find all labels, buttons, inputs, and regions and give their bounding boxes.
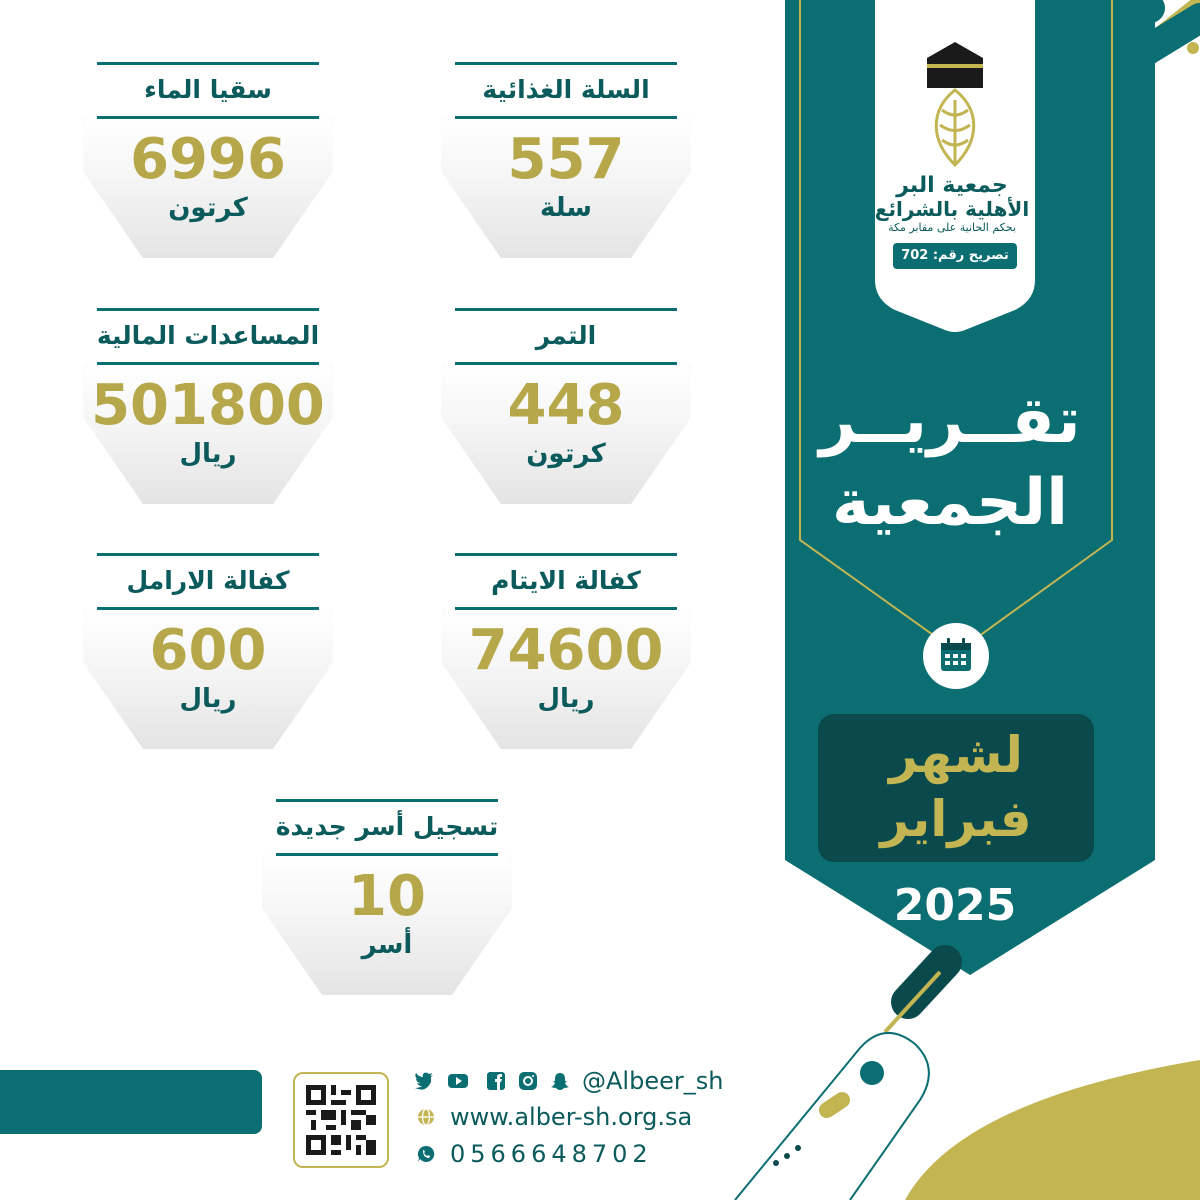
card-divider-top xyxy=(455,308,677,311)
snapchat-icon[interactable] xyxy=(550,1072,570,1090)
stat-label: تسجيل أسر جديدة xyxy=(275,812,499,841)
stat-card-water xyxy=(83,62,333,262)
card-divider-top xyxy=(97,308,319,311)
whatsapp-icon xyxy=(416,1145,436,1163)
youtube-icon[interactable] xyxy=(448,1072,468,1090)
instagram-icon[interactable] xyxy=(518,1072,538,1090)
facebook-icon[interactable] xyxy=(486,1072,506,1090)
calendar-badge xyxy=(923,623,989,689)
phone-number[interactable]: 0566648702 xyxy=(450,1140,653,1168)
stat-value: 74600 xyxy=(468,618,664,683)
stat-unit: ريال xyxy=(179,439,237,469)
org-name-line1: جمعية البر xyxy=(896,173,1008,198)
card-divider-top xyxy=(455,62,677,65)
qr-code[interactable] xyxy=(293,1072,389,1168)
globe-icon xyxy=(416,1108,436,1126)
twitter-icon[interactable] xyxy=(414,1072,434,1090)
stat-value: 448 xyxy=(507,373,625,438)
card-divider-mid xyxy=(455,362,677,365)
card-divider-top xyxy=(97,553,319,556)
stat-unit: ريال xyxy=(179,684,237,714)
report-title-line1: تقــريــر xyxy=(819,384,1081,458)
card-divider-mid xyxy=(97,116,319,119)
report-year: 2025 xyxy=(893,880,1017,931)
stat-unit: كرتون xyxy=(168,193,248,223)
month-line1: لشهر xyxy=(889,726,1023,784)
stat-card-orphans xyxy=(441,553,691,753)
footer-bar xyxy=(0,1070,262,1134)
stat-value: 10 xyxy=(348,864,426,929)
card-divider-top xyxy=(97,62,319,65)
stat-unit: أسر xyxy=(361,930,413,960)
month-line2: فبراير xyxy=(880,790,1032,848)
stat-label: سقيا الماء xyxy=(144,75,272,104)
stat-label: كفالة الايتام xyxy=(491,566,641,595)
card-divider-top xyxy=(276,799,498,802)
card-divider-mid xyxy=(97,607,319,610)
card-divider-mid xyxy=(276,853,498,856)
phone-row xyxy=(414,1139,744,1169)
stat-card-dates xyxy=(441,308,691,508)
website-row xyxy=(414,1102,744,1132)
qr-code-icon xyxy=(306,1085,376,1155)
stat-label: التمر xyxy=(535,321,597,350)
card-divider-mid xyxy=(97,362,319,365)
report-title-line2: الجمعية xyxy=(831,466,1069,540)
social-handle[interactable]: @Albeer_sh xyxy=(582,1067,724,1095)
stat-unit: سلة xyxy=(540,193,592,223)
org-name-line2: الأهلية بالشرائع xyxy=(874,197,1030,221)
social-row xyxy=(414,1066,744,1096)
calendar-icon xyxy=(923,623,989,689)
stat-card-new-families xyxy=(262,799,512,999)
website-link[interactable]: www.alber-sh.org.sa xyxy=(450,1103,693,1131)
stat-value: 557 xyxy=(507,127,625,192)
stat-label: السلة الغذائية xyxy=(482,75,650,104)
stat-label: المساعدات المالية xyxy=(96,321,320,350)
stat-card-widows xyxy=(83,553,333,753)
org-tagline: بحكم الحانية على مقابر مكة xyxy=(888,221,1016,234)
card-divider-mid xyxy=(455,116,677,119)
stat-unit: ريال xyxy=(537,684,595,714)
card-divider-mid xyxy=(455,607,677,610)
permit-badge: تصريح رقم: 702 xyxy=(893,243,1017,269)
decor-bottom xyxy=(735,962,1200,1200)
stat-label: كفالة الارامل xyxy=(126,566,290,595)
stat-value: 501800 xyxy=(91,373,325,438)
card-divider-top xyxy=(455,553,677,556)
stat-card-financial-aid xyxy=(83,308,333,508)
stat-card-food-basket xyxy=(441,62,691,262)
stat-value: 6996 xyxy=(130,127,286,192)
stat-unit: كرتون xyxy=(526,439,606,469)
stat-value: 600 xyxy=(149,618,267,683)
